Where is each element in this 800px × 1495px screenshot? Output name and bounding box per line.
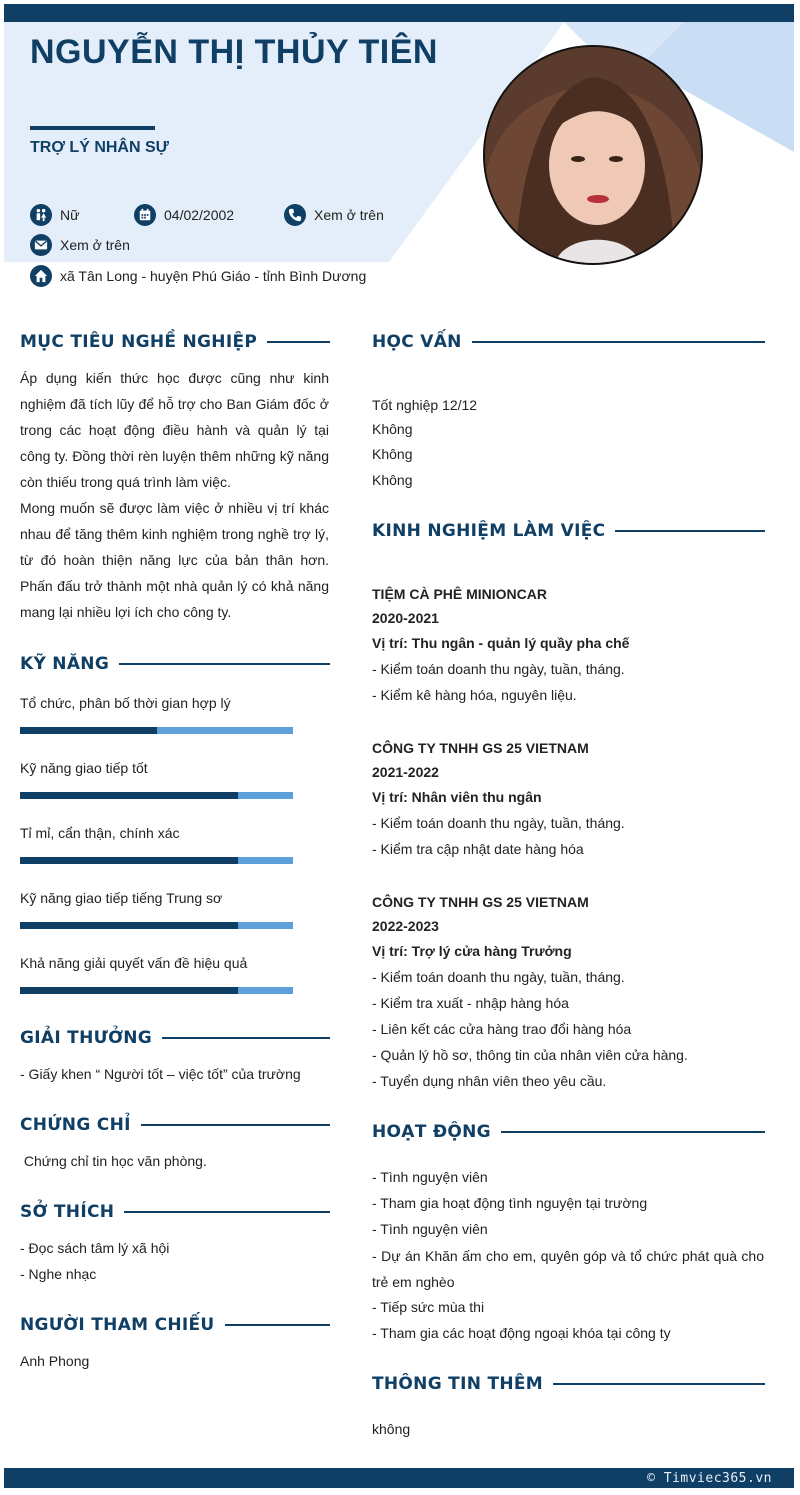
skill-bar	[20, 857, 293, 864]
home-icon	[30, 265, 52, 287]
award-item: - Giấy khen “ Người tốt – việc tốt” của trường	[20, 1066, 301, 1082]
awards-heading	[20, 1028, 330, 1048]
info-phone	[284, 204, 384, 226]
heading-line	[124, 1211, 330, 1213]
activity-item: - Tình nguyện viên	[372, 1169, 488, 1185]
reference-item: Anh Phong	[20, 1353, 90, 1369]
extra-title: THÔNG TIN THÊM	[372, 1374, 543, 1394]
education-item: Không	[372, 421, 413, 437]
hobbies-heading	[20, 1202, 330, 1222]
skill-bar	[20, 922, 293, 929]
objective-heading	[20, 332, 330, 352]
job-position: Vị trí: Thu ngân - quản lý quầy pha chế	[372, 635, 630, 651]
activity-item: - Dự án Khăn ấm cho em, quyên góp và tổ chức phát quà cho trẻ em nghèo	[372, 1248, 764, 1290]
hobbies-title: SỞ THÍCH	[20, 1202, 115, 1222]
heading-line	[162, 1037, 330, 1039]
candidate-name: NGUYỄN THỊ THỦY TIÊN	[30, 33, 438, 71]
mail-icon	[30, 234, 52, 256]
skill-bar-fill	[20, 987, 238, 994]
activity-item: - Tham gia các hoạt động ngoại khóa tại công ty	[372, 1325, 671, 1341]
dob-text: 04/02/2002	[164, 207, 235, 223]
info-address	[30, 265, 366, 287]
job-period: 2020-2021	[372, 610, 439, 626]
job-task: - Kiểm tra cập nhật date hàng hóa	[372, 841, 584, 857]
top-bar	[4, 4, 794, 22]
education-item: Tốt nghiệp 12/12	[372, 397, 478, 413]
skills-title: KỸ NĂNG	[20, 654, 110, 674]
heading-line	[225, 1324, 330, 1326]
skill-label: Kỹ năng giao tiếp tốt	[20, 760, 148, 776]
calendar-icon	[134, 204, 156, 226]
job-task: - Kiểm toán doanh thu ngày, tuần, tháng.	[372, 969, 625, 985]
info-email	[30, 234, 130, 256]
heading-line	[267, 341, 330, 343]
activities-title: HOẠT ĐỘNG	[372, 1122, 491, 1142]
job-task: - Kiểm tra xuất - nhập hàng hóa	[372, 995, 569, 1011]
heading-line	[615, 530, 765, 532]
extra-item: không	[372, 1421, 411, 1437]
gender-text: Nữ	[60, 207, 80, 223]
skill-bar-fill	[20, 922, 238, 929]
job-period: 2022-2023	[372, 918, 439, 934]
address-text: xã Tân Long - huyện Phú Giáo - tỉnh Bình Dương	[60, 268, 367, 284]
job-task: - Tuyển dụng nhân viên theo yêu cầu.	[372, 1073, 607, 1089]
skills-heading	[20, 654, 330, 674]
experience-heading	[372, 521, 765, 541]
certs-title: CHỨNG CHỈ	[20, 1115, 131, 1135]
skill-bar-fill	[20, 727, 157, 734]
job-period: 2021-2022	[372, 764, 439, 780]
heading-line	[501, 1131, 765, 1133]
job-task: - Kiểm toán doanh thu ngày, tuần, tháng.	[372, 661, 625, 677]
job-position: Vị trí: Nhân viên thu ngân	[372, 789, 542, 805]
skill-label: Tỉ mỉ, cẩn thận, chính xác	[20, 825, 180, 841]
skill-bar	[20, 792, 293, 799]
job-task: - Kiểm toán doanh thu ngày, tuần, tháng.	[372, 815, 625, 831]
heading-line	[553, 1383, 765, 1385]
education-heading	[372, 332, 765, 352]
job-company: CÔNG TY TNHH GS 25 VIETNAM	[372, 740, 589, 756]
heading-line	[472, 341, 765, 343]
job-position: Vị trí: Trợ lý cửa hàng Trưởng	[372, 943, 572, 959]
awards-title: GIẢI THƯỞNG	[20, 1028, 153, 1048]
skill-label: Khả năng giải quyết vấn đề hiệu quả	[20, 955, 248, 971]
hobby-item: - Đọc sách tâm lý xã hội	[20, 1240, 170, 1256]
skill-bar-fill	[20, 857, 238, 864]
phone-text[interactable]: Xem ở trên	[314, 207, 384, 223]
job-company: TIỆM CÀ PHÊ MINIONCAR	[372, 586, 547, 602]
email-text[interactable]: Xem ở trên	[60, 237, 130, 253]
job-task: - Liên kết các cửa hàng trao đổi hàng hóa	[372, 1021, 632, 1037]
experience-title: KINH NGHIỆM LÀM VIỆC	[372, 521, 606, 541]
education-title: HỌC VẤN	[372, 332, 462, 352]
heading-line	[119, 663, 330, 665]
cert-item: Chứng chỉ tin học văn phòng.	[20, 1153, 207, 1169]
skill-label: Tổ chức, phân bố thời gian hợp lý	[20, 695, 231, 711]
info-gender	[30, 204, 79, 226]
activity-item: - Tham gia hoạt động tình nguyện tại trường	[372, 1195, 648, 1211]
activities-heading	[372, 1122, 765, 1142]
education-item: Không	[372, 446, 413, 462]
objective-title: MỤC TIÊU NGHỀ NGHIỆP	[20, 332, 258, 352]
job-title: TRỢ LÝ NHÂN SỰ	[30, 139, 169, 156]
skill-bar	[20, 987, 293, 994]
references-heading	[20, 1315, 330, 1335]
job-company: CÔNG TY TNHH GS 25 VIETNAM	[372, 894, 589, 910]
hobby-item: - Nghe nhạc	[20, 1266, 97, 1282]
heading-line	[141, 1124, 330, 1126]
skill-label: Kỹ năng giao tiếp tiếng Trung sơ	[20, 890, 223, 906]
activity-item: - Tình nguyện viên	[372, 1221, 488, 1237]
education-item: Không	[372, 472, 413, 488]
gender-icon	[30, 204, 52, 226]
job-task: - Quản lý hồ sơ, thông tin của nhân viên cửa hàng.	[372, 1047, 688, 1063]
objective-para-2: Mong muốn sẽ được làm việc ở nhiều vị trí khác nhau để tăng thêm kinh nghiệm trong nghề trợ lý, từ đó hoàn thiện năng lực của bản thân hơn. Phấn đấu trở thành một nhà quản lý có khả năng mang lại nhiều lợi ích cho công ty.	[20, 500, 329, 620]
skill-bar	[20, 727, 293, 734]
objective-para-1: Áp dụng kiến thức học được cũng như kinh nghiệm đã tích lũy để hỗ trợ cho Ban Giám đốc ở trong các hoạt động điều hành và quản lý tại công ty. Đồng thời rèn luyện thêm những kỹ năng còn thiếu trong quá trình làm việc.	[20, 370, 329, 490]
skill-bar-fill	[20, 792, 238, 799]
job-task: - Kiểm kê hàng hóa, nguyên liệu.	[372, 687, 577, 703]
info-dob	[134, 204, 234, 226]
references-title: NGƯỜI THAM CHIẾU	[20, 1315, 215, 1335]
watermark[interactable]: © Timviec365.vn	[647, 1471, 772, 1486]
avatar	[483, 45, 703, 265]
extra-heading	[372, 1374, 765, 1394]
name-underline	[30, 126, 155, 130]
certs-heading	[20, 1115, 330, 1135]
phone-icon	[284, 204, 306, 226]
activity-item: - Tiếp sức mùa thi	[372, 1299, 485, 1315]
